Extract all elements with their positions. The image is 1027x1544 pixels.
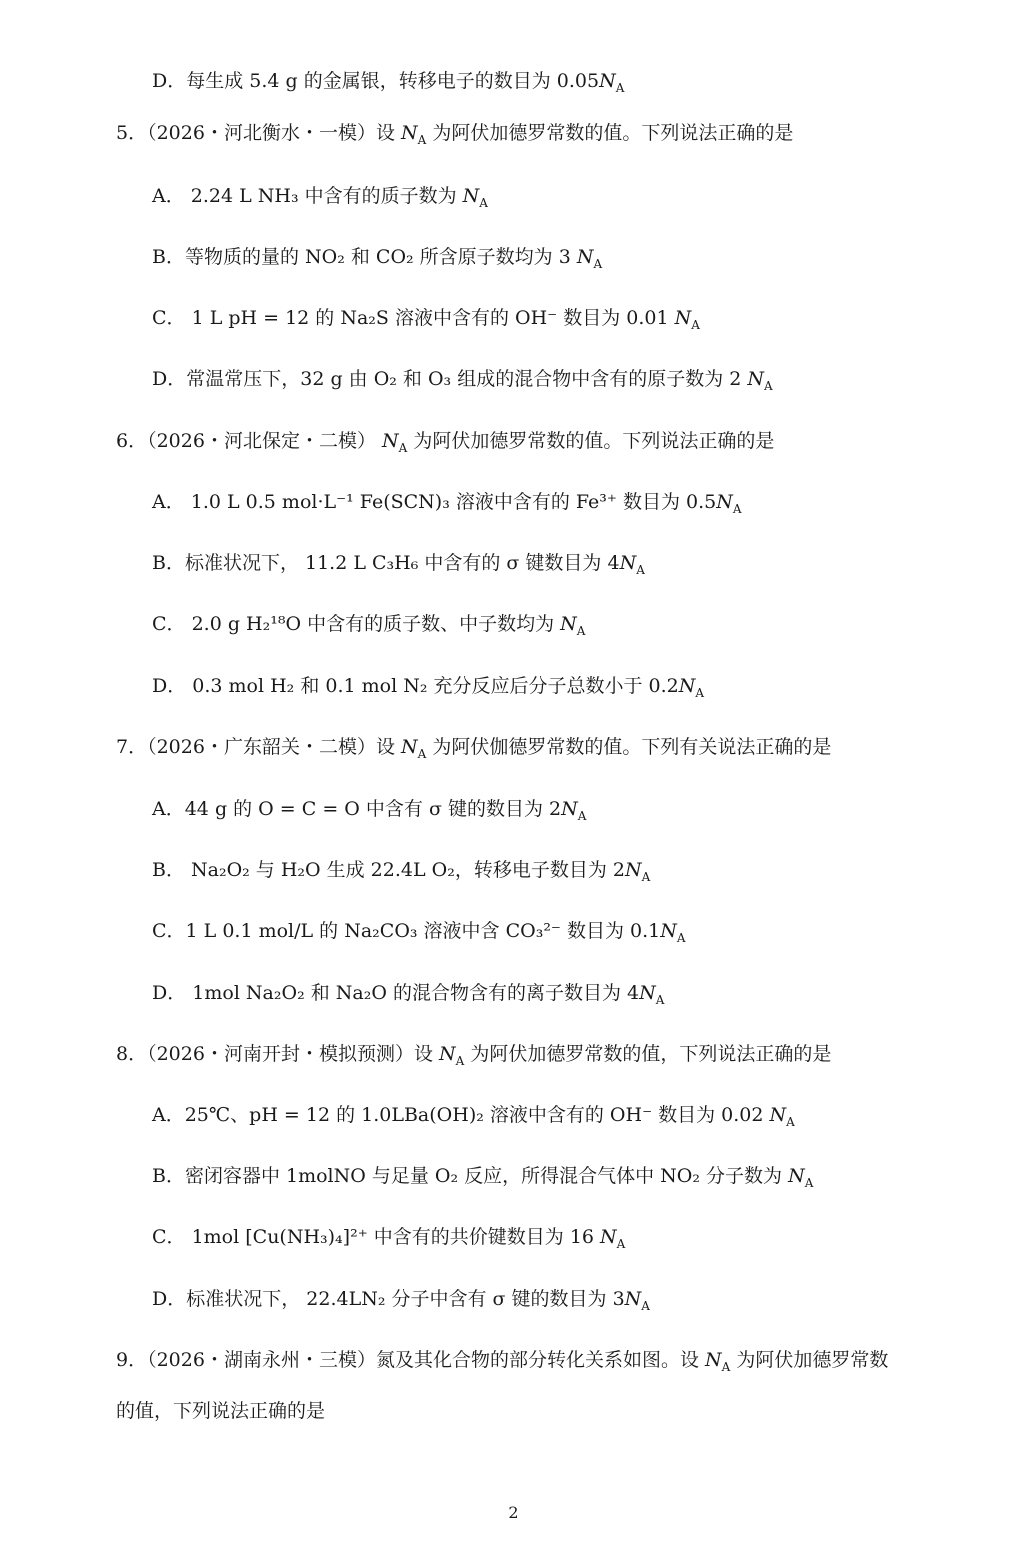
answer-option: B．等物质的量的 NO₂ 和 CO₂ 所含原子数均为 3 $N_A$ <box>152 246 603 271</box>
answer-option: C．1 L 0.1 mol/L 的 Na₂CO₃ 溶液中含 CO₃²⁻ 数目为 $0.1N_A$ <box>152 920 686 945</box>
answer-option: B．标准状况下， 11.2 L C₃H₆ 中含有的 σ 键数目为 $4N_A$ <box>152 552 645 577</box>
answer-option: A． 2.24 L NH₃ 中含有的质子数为 $N_A$ <box>152 185 488 210</box>
answer-option: D． 0.3 mol H₂ 和 0.1 mol N₂ 充分反应后分子总数小于 $0.2N_A$ <box>152 675 705 700</box>
answer-option: D．标准状况下， 22.4LN₂ 分子中含有 σ 键的数目为 $3N_A$ <box>152 1288 650 1313</box>
question-stem: 5．（2026・河北衡水・一模）设 $N_A$ 为阿伏加德罗常数的值。下列说法正确的是 <box>116 122 794 147</box>
answer-option: A．44 g 的 O = C = O 中含有 σ 键的数目为 $2N_A$ <box>152 798 587 823</box>
answer-option: D．每生成 5.4 g 的金属银，转移电子的数目为 $0.05N_A$ <box>152 70 625 95</box>
answer-option: C． 1 L pH = 12 的 Na₂S 溶液中含有的 OH⁻ 数目为 0.01 $N_A$ <box>152 307 700 332</box>
question-stem: 7．（2026・广东韶关・二模）设 $N_A$ 为阿伏伽德罗常数的值。下列有关说法正确的是 <box>116 736 832 761</box>
question-stem: 的值，下列说法正确的是 <box>116 1400 326 1422</box>
answer-option: B． Na₂O₂ 与 H₂O 生成 22.4L O₂，转移电子数目为 $2N_A$ <box>152 859 651 884</box>
answer-option: A． 1.0 L 0.5 mol·L⁻¹ Fe(SCN)₃ 溶液中含有的 Fe³⁺ 数目为 $0.5N_A$ <box>152 491 742 516</box>
answer-option: B．密闭容器中 1molNO 与足量 O₂ 反应，所得混合气体中 NO₂ 分子数为 $N_A$ <box>152 1165 814 1190</box>
question-stem: 9．（2026・湖南永州・三模）氮及其化合物的部分转化关系如图。设 $N_A$ 为阿伏加德罗常数 <box>116 1349 889 1374</box>
answer-option: D．常温常压下，32 g 由 O₂ 和 O₃ 组成的混合物中含有的原子数为 2 $N_A$ <box>152 368 773 393</box>
question-stem: 8．（2026・河南开封・模拟预测）设 $N_A$ 为阿伏加德罗常数的值，下列说法正确的是 <box>116 1043 832 1068</box>
answer-option: A．25℃、pH = 12 的 1.0LBa(OH)₂ 溶液中含有的 OH⁻ 数目为 0.02 $N_A$ <box>152 1104 795 1129</box>
answer-option: C． 1mol [Cu(NH₃)₄]²⁺ 中含有的共价键数目为 16 $N_A$ <box>152 1226 626 1251</box>
answer-option: D． 1mol Na₂O₂ 和 Na₂O 的混合物含有的离子数目为 $4N_A$ <box>152 982 665 1007</box>
question-stem: 6．（2026・河北保定・二模） $N_A$ 为阿伏加德罗常数的值。下列说法正确的是 <box>116 430 775 455</box>
answer-option: C． 2.0 g H₂¹⁸O 中含有的质子数、中子数均为 $N_A$ <box>152 613 586 638</box>
page-number: 2 <box>508 1503 519 1522</box>
